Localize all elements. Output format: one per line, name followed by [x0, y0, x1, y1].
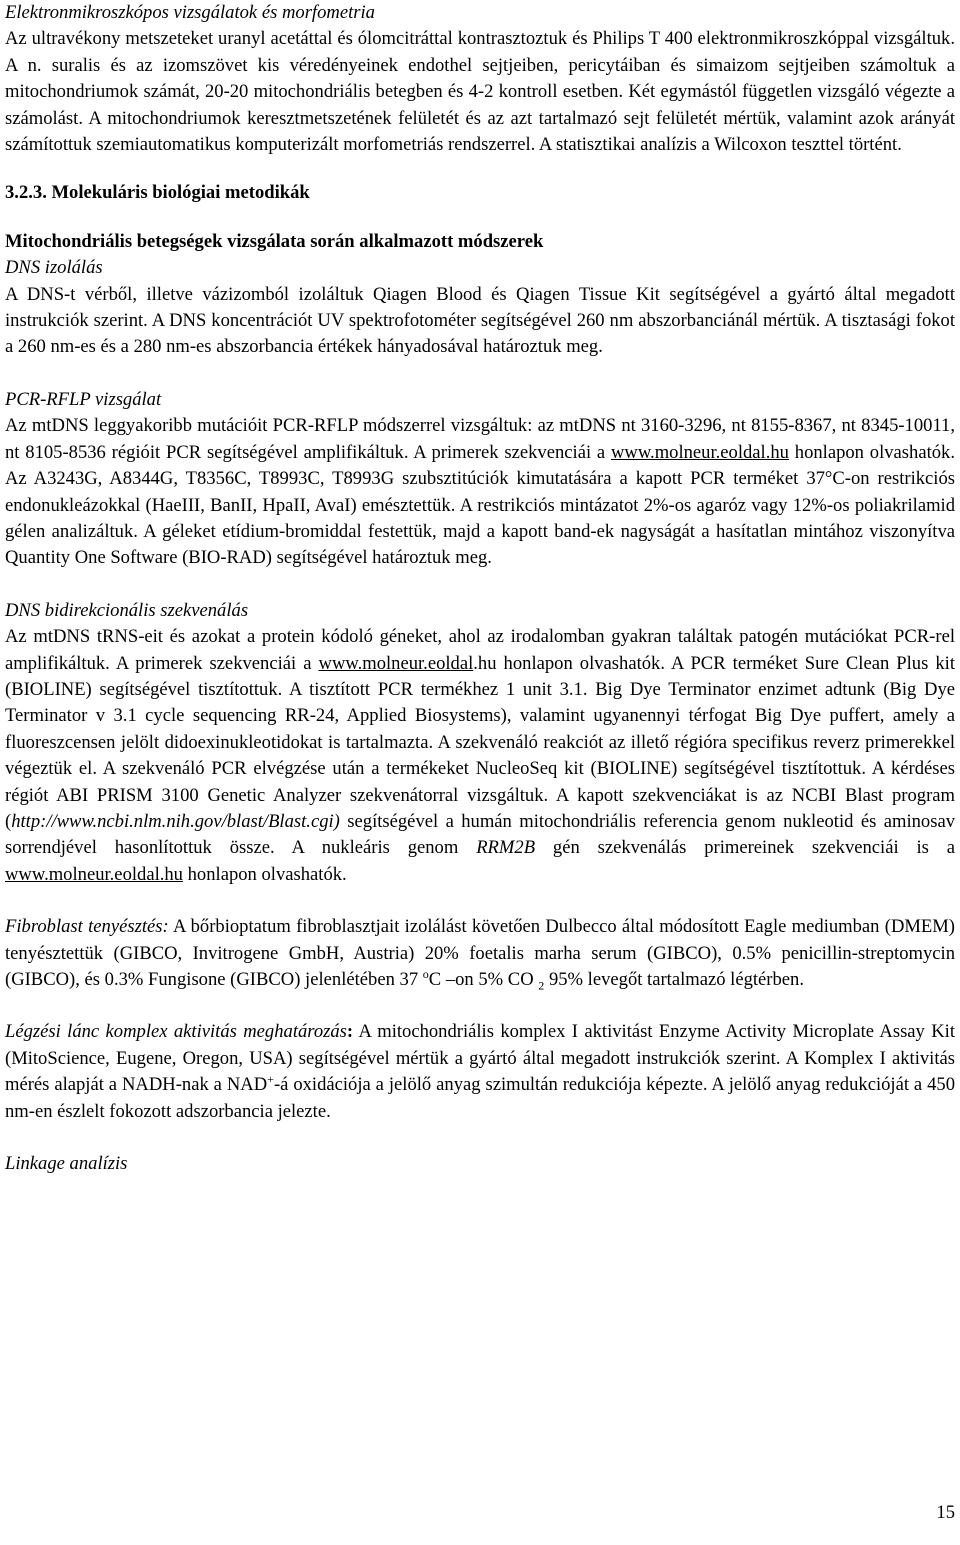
dns-seq-title: DNS bidirekcionális szekvenálás — [5, 599, 249, 621]
complex-text-b: -á oxidációja a jelölő anyag szimultán redukciója képezte. A jelölő anyag redukcióját a 450 nm-en észlelt fokozott adszorbancia jelezte. — [5, 1074, 955, 1122]
dns-seq-text-c: gén szekvenálás primereinek szekvenciái is a — [535, 837, 956, 859]
fibroblast-paragraph — [5, 914, 955, 993]
em-paragraph: Az ultravékony metszeteket uranyl acetáttal és ólomcitráttal kontrasztoztuk és Philips T 400 elektronmikroszkóppal vizsgáltuk. A n. suralis és az izomszövet kis véredényeinek endothel sejtjeiben, pericytáiban és simaizom sejtjeiben számoltuk a mitochondriumok számát, 20-20 mitochondriális betegben és 4-2 kontroll esetben. Két egymástól független vizsgáló végezte a számolást. A mitochondriumok keresztmetszetének felületét és az azt tartalmazó sejt felületét mértük, valamint azok arányát számítottuk szemiautomatikus komputerizált morfometriás rendszerrel. A statisztikai analízis a Wilcoxon teszttel történt. — [5, 28, 955, 156]
subheading-mito-methods: Mitochondriális betegségek vizsgálata során alkalmazott módszerek — [5, 230, 544, 252]
pcr-rflp-text-b: honlapon olvashatók. Az A3243G, A8344G, T8356C, T8993C, T8993G szubsztitúciók kimutatására a kapott PCR terméket 37°C-on restrikciós endonukleázokkal (HaeIII, BanII, HpaII, AvaI) emésztettük. A restrikciós mintázatot 2%-os agaróz vagy 12%-os poliakrilamid gélen analizáltuk. A géleket etídium-bromiddal festettük, majd a kapott band-ek nagyságát a hasítatlan mintához viszonyítva Quantity One Software (BIO-RAD) segítségével határoztuk meg. — [5, 441, 955, 569]
complex-text-a: A mitochondriális komplex I aktivitást Enzyme Activity Microplate Assay Kit (MitoScience, Eugene, Oregon, USA) segítségével mértük a gyártó által megadott instrukciók szerint. A Komplex I aktivitás mérés alapját a NADH-nak a NAD — [5, 1021, 955, 1096]
dns-isolation-title: DNS izolálás — [5, 257, 103, 279]
dns-seq-text-d: honlapon olvashatók. — [182, 863, 347, 885]
fibroblast-text-c: 95% levegőt tartalmazó légtérben. — [544, 969, 804, 990]
dns-seq-text-a-tail: .hu honlapon olvashatók. A PCR terméket Sure Clean Plus kit (BIOLINE) segítségével tisztítottuk. A tisztított PCR termékhez 1 unit 3.1. Big Dye Terminator enzimet adtunk (Big Dye Terminator v 3.1 cycle sequencing RR-24, Applied Biosystems), valamint ugyanennyi térfogat Big Dye puffert, amely a fluoreszcensen jelölt didoexinukleotidokat is tartalmazta. A szekvenáló reakciót az illető régióra specifikus reverz primerekkel végeztük el. A szekvenáló PCR elvégzése után a termékeket NucleoSeq kit (BIOLINE) segítségével tisztítottuk. A kérdéses régiót ABI PRISM 3100 Genetic Analyzer szekvenátorral vizsgáltuk. A kapott szekvenciákat is az NCBI Blast program ( — [5, 652, 955, 832]
complex-colon: : — [346, 1021, 354, 1043]
molneur-link-partial[interactable]: www.molneur.eoldal — [318, 652, 474, 674]
pcr-rflp-text-a: Az mtDNS leggyakoribb mutációit PCR-RFLP módszerrel vizsgáltuk: az mtDNS nt 3160-3296, nt 8155-8367, nt 8345-10011, nt 8105-8536 régióit PCR segítségével amplifikáltuk. A primerek szekvenciái a — [5, 415, 955, 463]
fibroblast-title: Fibroblast tenyésztés: — [5, 916, 169, 938]
dns-seq-text-a: Az mtDNS tRNS-eit és azokat a protein kódoló géneket, ahol az irodalomban gyakran találtak patogén mutációkat PCR-rel amplifikáltuk. A primerek szekvenciái a — [5, 626, 955, 674]
dns-isolation-paragraph: A DNS-t vérből, illetve vázizomból izoláltuk Qiagen Blood és Qiagen Tissue Kit segítségével a gyártó által megadott instrukciók szerint. A DNS koncentrációt UV spektrofotométer segítségével 260 nm abszorbanciánál mértük. A tisztasági fokot a 260 nm-es és a 280 nm-es abszorbancia értékek hányadosával határoztuk meg. — [5, 283, 955, 358]
document-page — [5, 0, 955, 1177]
pcr-rflp-paragraph — [5, 413, 955, 571]
complex-paragraph — [5, 1019, 955, 1125]
fibroblast-text-a: A bőrbioptatum fibroblasztjait izolálást követően Dulbecco által módosított Eagle mediumban (DMEM) tenyésztettük (GIBCO, Invitrogene GmbH, Austria) 20% foetalis marha serum (GIBCO), 0.5% penicillin-streptomycin (GIBCO), és 0.3% Fungisone (GIBCO) jelenlétében 37 — [5, 916, 956, 990]
pcr-rflp-title: PCR-RFLP vizsgálat — [5, 388, 162, 410]
dns-seq-paragraph — [5, 624, 955, 888]
molneur-link-2[interactable]: www.molneur.eoldal.hu — [5, 863, 183, 885]
page-number: 15 — [936, 1502, 955, 1523]
complex-title: Légzési lánc komplex aktivitás meghatározás — [5, 1021, 347, 1043]
fibroblast-text-b: C –on 5% CO — [428, 969, 534, 990]
section-heading-molecular: 3.2.3. Molekuláris biológiai metodikák — [5, 182, 310, 204]
linkage-title: Linkage analízis — [5, 1153, 128, 1175]
co2-sub: 2 — [538, 978, 545, 993]
nad-plus-sup: + — [267, 1072, 274, 1087]
degree-sup: o — [422, 966, 429, 981]
section-heading-em: Elektronmikroszkópos vizsgálatok és morfometria — [5, 2, 375, 23]
molneur-link[interactable]: www.molneur.eoldal.hu — [610, 441, 789, 463]
ncbi-blast-url[interactable]: http://www.ncbi.nlm.nih.gov/blast/Blast.cgi) — [11, 810, 340, 832]
gene-name: RRM2B — [476, 837, 536, 859]
dns-seq-text-b: segítségével a humán mitochondriális referencia genom nukleotid és aminosav sorrendjével hasonlítottuk össze. A nukleáris genom — [5, 810, 955, 859]
